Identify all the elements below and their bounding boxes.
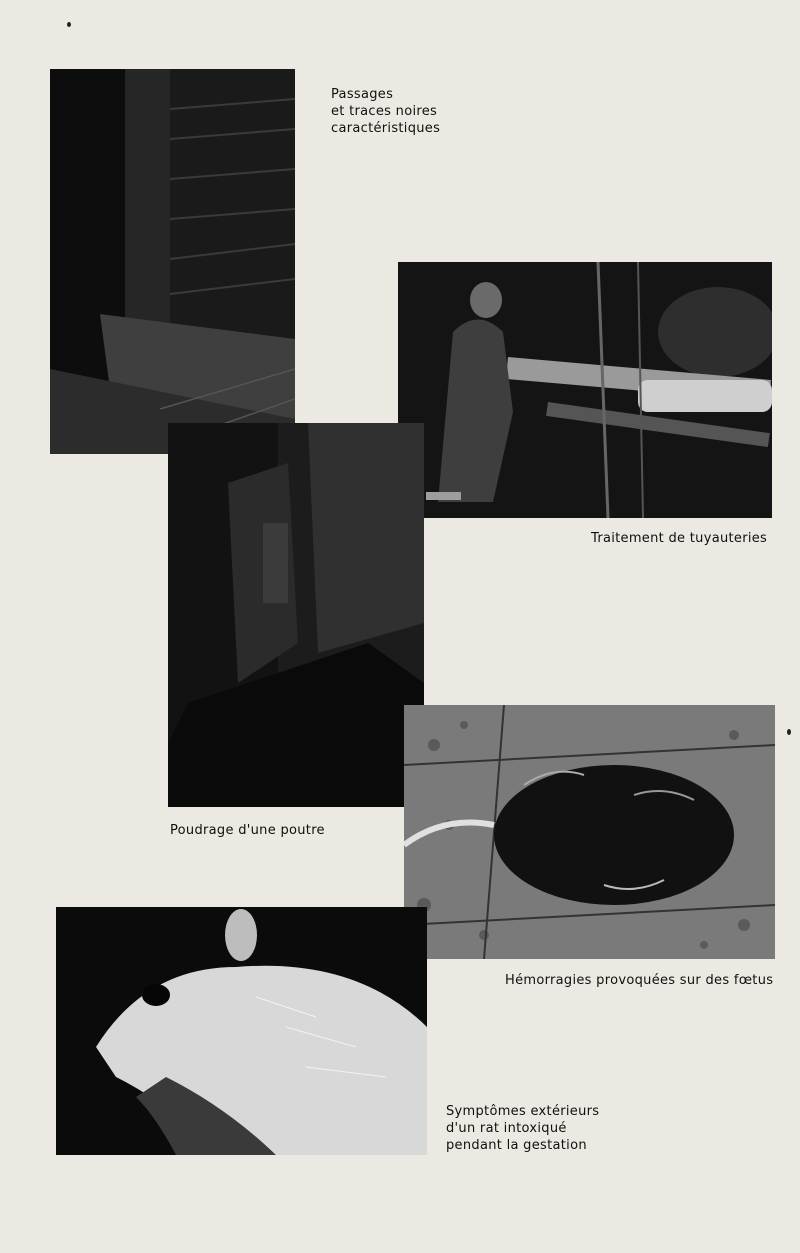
print-speck <box>787 729 791 735</box>
photo-passages <box>50 69 295 454</box>
photo-tuyauteries <box>398 262 772 518</box>
photo-poutre <box>168 423 424 807</box>
caption-symptomes: Symptômes extérieurs d'un rat intoxiqué pendant la gestation <box>446 1104 600 1153</box>
print-speck <box>67 22 71 27</box>
caption-hemorragies: Hémorragies provoquées sur des fœtus <box>505 973 774 988</box>
caption-tuyauteries: Traitement de tuyauteries <box>591 531 768 546</box>
photo-hemorragies <box>404 705 775 959</box>
caption-poutre: Poudrage d'une poutre <box>170 823 325 838</box>
caption-passages: Passages et traces noires caractéristiques <box>331 87 441 136</box>
photo-rat <box>56 907 427 1155</box>
